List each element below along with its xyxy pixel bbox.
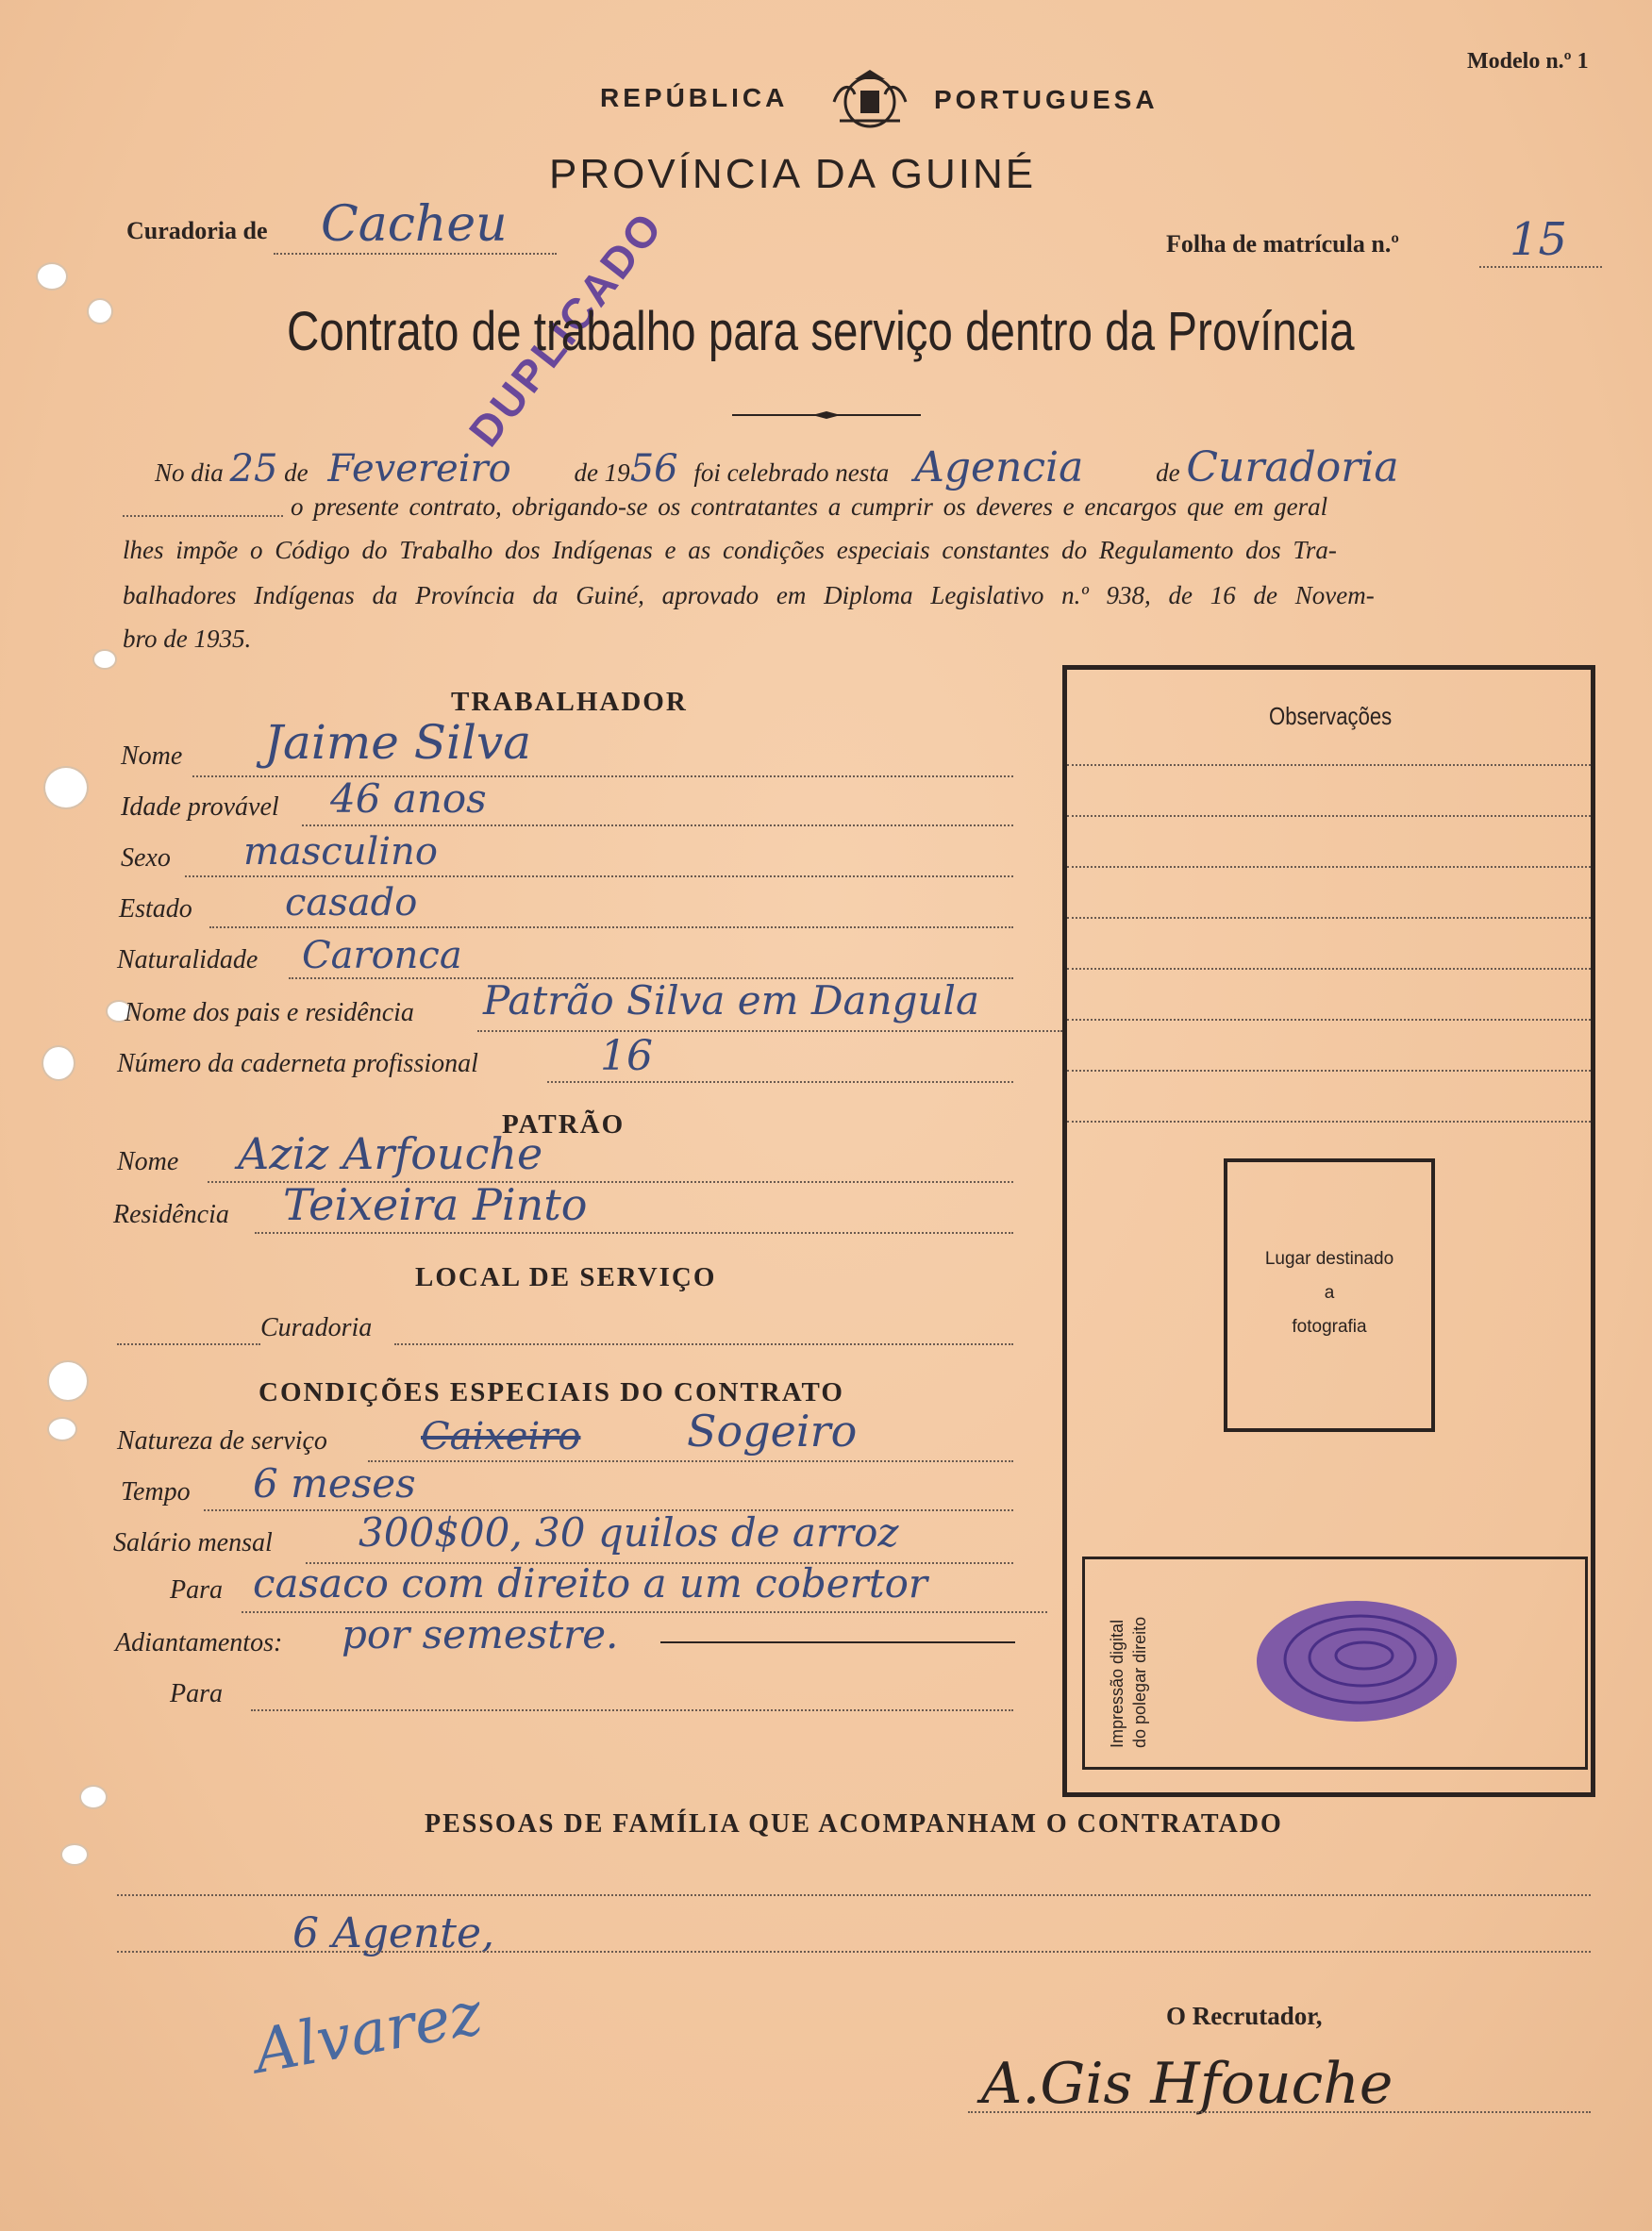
folha-value: 15 — [1510, 213, 1568, 266]
coat-of-arms-icon — [826, 66, 913, 132]
natureza-struck: Caixeiro — [421, 1415, 581, 1458]
photo-text-1: Lugar destinado — [1264, 1249, 1394, 1269]
family-note: 6 Agente, — [292, 1909, 495, 1957]
duplicado-stamp: DUPLICADO — [459, 201, 673, 456]
patrao-nome-label: Nome — [117, 1147, 179, 1176]
residencia-label: Residência — [113, 1200, 229, 1229]
sexo-label: Sexo — [121, 843, 171, 873]
punch-hole — [87, 298, 113, 325]
thumb-text-2: do polegar direito — [1130, 1616, 1149, 1748]
tempo-label: Tempo — [121, 1477, 191, 1507]
estado-value: casado — [285, 881, 418, 924]
punch-hole — [42, 1045, 75, 1081]
estado-label: Estado — [119, 894, 192, 924]
model-number: Modelo n.º 1 — [1467, 49, 1589, 74]
month-value: Fevereiro — [327, 447, 511, 491]
punch-hole — [36, 262, 68, 291]
intro-line1: No dia 25 de Fevereiro de 1956 foi celebrado nesta Agencia de Curadoria — [155, 443, 1399, 491]
naturalidade-value: Caronca — [302, 934, 462, 977]
title-divider — [732, 408, 921, 417]
punch-hole — [79, 1785, 108, 1809]
patrao-nome-value: Aziz Arfouche — [238, 1128, 543, 1179]
pais-value: Patrão Silva em Dangula — [483, 977, 980, 1024]
year-value: 56 — [629, 447, 678, 491]
local-curadoria-label: Curadoria — [260, 1313, 373, 1342]
nome-label: Nome — [121, 741, 183, 771]
tempo-value: 6 meses — [253, 1460, 416, 1507]
contract-title: Contrato de trabalho para serviço dentro da Província — [287, 301, 1355, 362]
adiantamentos-label: Adiantamentos: — [115, 1628, 283, 1657]
photo-text-3: fotografia — [1292, 1317, 1367, 1337]
thumbprint-box — [1082, 1557, 1588, 1770]
punch-hole — [60, 1843, 89, 1866]
idade-label: Idade provável — [121, 792, 279, 822]
place2-value: Curadoria — [1186, 443, 1399, 491]
recrutador-label: O Recrutador, — [1166, 2002, 1323, 2030]
republic-left: REPÚBLICA — [600, 83, 789, 112]
naturalidade-label: Naturalidade — [117, 945, 259, 974]
day-value: 25 — [229, 447, 278, 491]
observacoes-title: Observações — [1269, 702, 1393, 730]
family-heading: PESSOAS DE FAMÍLIA QUE ACOMPANHAM O CONTRATADO — [425, 1809, 1283, 1839]
para1-value: casaco com direito a um cobertor — [253, 1560, 927, 1607]
intro-line3: lhes impõe o Código do Trabalho dos Indígenas e as condições especiais constantes do Regulamento dos Tra- — [123, 536, 1337, 564]
trabalhador-heading: TRABALHADOR — [451, 687, 688, 717]
pais-label: Nome dos pais e residência — [125, 998, 414, 1027]
punch-hole — [47, 1360, 89, 1402]
salario-label: Salário mensal — [113, 1528, 273, 1557]
adiantamentos-value: por semestre. — [342, 1611, 619, 1657]
intro-line5: bro de 1935. — [123, 624, 252, 653]
folha-label: Folha de matrícula n.º — [1166, 230, 1399, 258]
republic-right: PORTUGUESA — [934, 85, 1159, 114]
natureza-value: Sogeiro — [687, 1406, 858, 1457]
photo-text-2: a — [1324, 1283, 1335, 1303]
punch-hole — [43, 766, 89, 809]
intro-line4: balhadores Indígenas da Província da Guiné, aprovado em Diploma Legislativo n.º 938, de 16 de Novem- — [123, 581, 1375, 609]
curadoria-label: Curadoria de — [126, 217, 268, 244]
observacoes-box — [1062, 665, 1595, 1797]
caderneta-label: Número da caderneta profissional — [117, 1049, 478, 1078]
punch-hole — [92, 649, 117, 670]
province-title: PROVÍNCIA DA GUINÉ — [549, 151, 1037, 197]
condicoes-heading: CONDIÇÕES ESPECIAIS DO CONTRATO — [259, 1377, 844, 1407]
thumb-text-1: Impressão digital — [1108, 1619, 1126, 1748]
para1-label: Para — [170, 1575, 223, 1605]
nome-value: Jaime Silva — [264, 715, 532, 770]
para2-label: Para — [170, 1679, 223, 1708]
idade-value: 46 anos — [330, 775, 487, 822]
signature-right: A.Gis Hfouche — [981, 2051, 1393, 2117]
residencia-value: Teixeira Pinto — [283, 1179, 588, 1230]
punch-hole — [47, 1417, 77, 1441]
local-heading: LOCAL DE SERVIÇO — [415, 1262, 717, 1292]
intro-line2: o presente contrato, obrigando-se os contratantes a cumprir os deveres e encargos que em geral — [291, 492, 1328, 521]
sexo-value: masculino — [243, 830, 438, 874]
photo-placeholder — [1224, 1158, 1435, 1432]
caderneta-value: 16 — [600, 1032, 653, 1080]
place-value: Agencia — [914, 443, 1084, 491]
thumbprint-mark — [1253, 1597, 1460, 1725]
patrao-heading: PATRÃO — [502, 1109, 626, 1140]
natureza-label: Natureza de serviço — [117, 1426, 327, 1456]
signature-left: Alvarez — [249, 1978, 488, 2088]
salario-value: 300$00, 30 quilos de arroz — [359, 1509, 899, 1556]
curadoria-value: Cacheu — [321, 196, 508, 253]
